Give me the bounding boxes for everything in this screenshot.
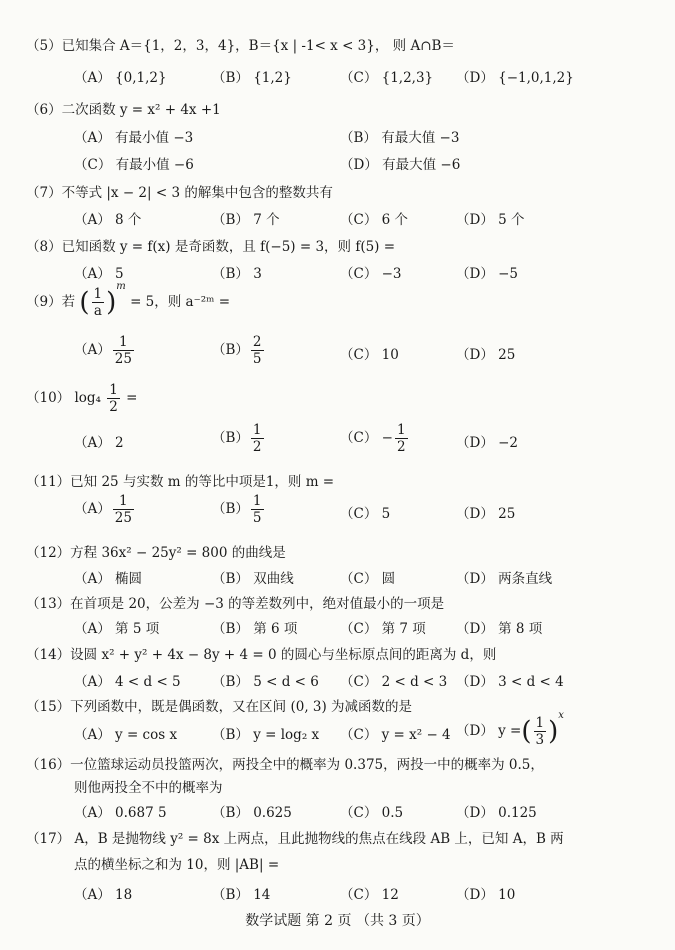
question-stem: （17） A，B 是抛物线 y² = 8x 上两点，且此抛物线的焦点在线段 AB 上，已知 A，B 两 (26, 831, 564, 847)
fraction (107, 382, 120, 415)
fraction (534, 715, 547, 748)
option-a: （A） {0,1,2} (74, 70, 167, 86)
option-a: （A） y = cos x (74, 727, 178, 743)
option-d: （D） 有最大值 −6 (340, 157, 461, 173)
option-b (212, 334, 266, 367)
page-footer: 数学试题 第 2 页 （共 3 页） (245, 913, 430, 929)
option-d: （D） −5 (456, 266, 519, 282)
fraction (92, 286, 105, 319)
option-d: （D） 25 (456, 347, 516, 363)
question-8 (26, 235, 675, 255)
option-d: （D） 第 8 项 (456, 621, 543, 637)
question-stem: （12）方程 36x² − 25y² = 800 的曲线是 (26, 545, 286, 561)
question-5 (26, 34, 675, 54)
option-a (74, 334, 136, 367)
option-label: （C） − (340, 430, 393, 446)
exponent: x (558, 709, 564, 721)
fraction (395, 422, 408, 455)
numerator: 1 (535, 715, 545, 731)
option-c: （C） 第 7 项 (340, 621, 426, 637)
question-stem: （7）不等式 |x − 2| < 3 的解集中包含的整数共有 (26, 185, 333, 201)
option-c: （C） 0.5 (340, 805, 404, 821)
option-b: （B） 5 < d < 6 (212, 674, 319, 690)
right-paren: ) (548, 716, 559, 747)
question-16 (26, 753, 675, 773)
question-stem-suffix: = 5，则 a⁻²ᵐ = (130, 294, 231, 310)
fraction (251, 422, 264, 455)
fraction (251, 334, 264, 367)
option-c: （C） 有最小值 −6 (74, 157, 194, 173)
denominator: 5 (252, 510, 262, 526)
left-paren: ( (79, 287, 90, 318)
denominator: 2 (396, 439, 406, 455)
question-stem-line2: 则他两投全不中的概率为 (74, 780, 223, 796)
option-b: （B） 3 (212, 266, 262, 282)
option-c: （C） 6 个 (340, 212, 409, 228)
option-label: （A） (74, 501, 111, 517)
option-b: （B） y = log₂ x (212, 727, 320, 743)
option-label: （A） (74, 342, 111, 358)
option-a (74, 493, 136, 526)
question-stem: （16）一位篮球运动员投篮两次，两投全中的概率为 0.375，两投一中的概率为 0.5， (26, 757, 544, 773)
numerator: 1 (109, 382, 118, 398)
option-label: （D） y = (456, 723, 522, 739)
option-a: （A） 18 (74, 887, 133, 903)
option-c: （C） 10 (340, 347, 399, 363)
option-label: （B） (212, 430, 249, 446)
exponent: m (116, 280, 126, 292)
denominator: 5 (252, 351, 262, 367)
option-b: （B） 14 (212, 887, 271, 903)
option-c: （C） 2 < d < 3 (340, 674, 448, 690)
denominator: 3 (535, 732, 545, 748)
denominator: 2 (109, 399, 118, 415)
option-d: （D） 0.125 (456, 805, 537, 821)
question-10 (26, 382, 675, 415)
numerator: 1 (93, 286, 103, 302)
question-14 (26, 643, 675, 663)
option-b (212, 493, 266, 526)
option-c: （C） 圆 (340, 571, 396, 587)
denominator: 25 (114, 351, 132, 367)
option-a: （A） 0.687 5 (74, 805, 167, 821)
question-stem-suffix: = (126, 390, 138, 406)
numerator: 2 (252, 334, 262, 350)
question-stem-prefix: （9）若 (26, 294, 76, 310)
question-stem: （13）在首项是 20，公差为 −3 的等差数列中，绝对值最小的一项是 (26, 596, 445, 612)
question-stem: （14）设圆 x² + y² + 4x − 8y + 4 = 0 的圆心与坐标原点间的距离为 d，则 (26, 647, 497, 663)
option-d: （D） 10 (456, 887, 516, 903)
option-b: （B） {1,2} (212, 70, 292, 86)
fraction (113, 493, 134, 526)
question-11 (26, 470, 675, 490)
option-c: （C） 12 (340, 887, 399, 903)
question-17 (26, 827, 675, 847)
question-9 (26, 280, 675, 319)
option-label: （B） (212, 501, 249, 517)
right-paren: ) (106, 287, 117, 318)
question-stem: （6）二次函数 y = x² + 4x +1 (26, 102, 221, 118)
option-a: （A） 第 5 项 (74, 621, 160, 637)
option-b: （B） 有最大值 −3 (340, 130, 460, 146)
option-a: （A） 8 个 (74, 212, 142, 228)
question-7 (26, 181, 675, 201)
option-c: （C） {1,2,3} (340, 70, 434, 86)
option-d: （D） 5 个 (456, 212, 525, 228)
option-d: （D） {−1,0,1,2} (456, 70, 574, 86)
option-b: （B） 0.625 (212, 805, 292, 821)
option-a: （A） 4 < d < 5 (74, 674, 181, 690)
question-stem: （5）已知集合 A＝{1，2，3，4}，B＝{x | -1< x < 3}， 则 A∩B＝ (26, 38, 455, 54)
option-c: （C） −3 (340, 266, 402, 282)
option-a: （A） 椭圆 (74, 571, 143, 587)
option-b: （B） 7 个 (212, 212, 280, 228)
option-c (340, 422, 410, 455)
option-d (456, 709, 564, 748)
question-17-stem-continued (74, 853, 675, 873)
question-6 (26, 98, 675, 118)
denominator: a (93, 303, 102, 319)
fraction (113, 334, 134, 367)
option-label: （B） (212, 342, 249, 358)
numerator: 1 (113, 334, 134, 351)
option-d: （D） 两条直线 (456, 571, 553, 587)
question-13 (26, 592, 675, 612)
option-b: （B） 双曲线 (212, 571, 294, 587)
question-stem-line2: 点的横坐标之和为 10，则 |AB| = (74, 857, 280, 873)
option-b: （B） 第 6 项 (212, 621, 298, 637)
question-12 (26, 541, 675, 561)
question-15 (26, 695, 675, 715)
question-16-stem-continued (74, 776, 675, 796)
option-a: （A） 有最小值 −3 (74, 130, 194, 146)
option-d: （D） 3 < d < 4 (456, 674, 564, 690)
numerator: 1 (396, 422, 406, 438)
numerator: 1 (252, 493, 262, 509)
question-stem-prefix: （10） log₄ (26, 390, 101, 406)
option-d: （D） −2 (456, 435, 519, 451)
option-c: （C） 5 (340, 506, 391, 522)
question-stem: （15）下列函数中，既是偶函数，又在区间 (0, 3) 为减函数的是 (26, 699, 413, 715)
numerator: 1 (113, 493, 134, 510)
denominator: 25 (114, 510, 132, 526)
option-a: （A） 2 (74, 435, 124, 451)
denominator: 2 (252, 439, 262, 455)
option-d: （D） 25 (456, 506, 516, 522)
option-a: （A） 5 (74, 266, 124, 282)
question-stem: （8）已知函数 y = f(x) 是奇函数，且 f(−5) = 3，则 f(5) = (26, 239, 396, 255)
left-paren: ( (521, 716, 532, 747)
option-b (212, 422, 266, 455)
fraction (251, 493, 264, 526)
numerator: 1 (252, 422, 262, 438)
question-stem: （11）已知 25 与实数 m 的等比中项是1，则 m = (26, 474, 335, 490)
option-c: （C） y = x² − 4 (340, 727, 451, 743)
